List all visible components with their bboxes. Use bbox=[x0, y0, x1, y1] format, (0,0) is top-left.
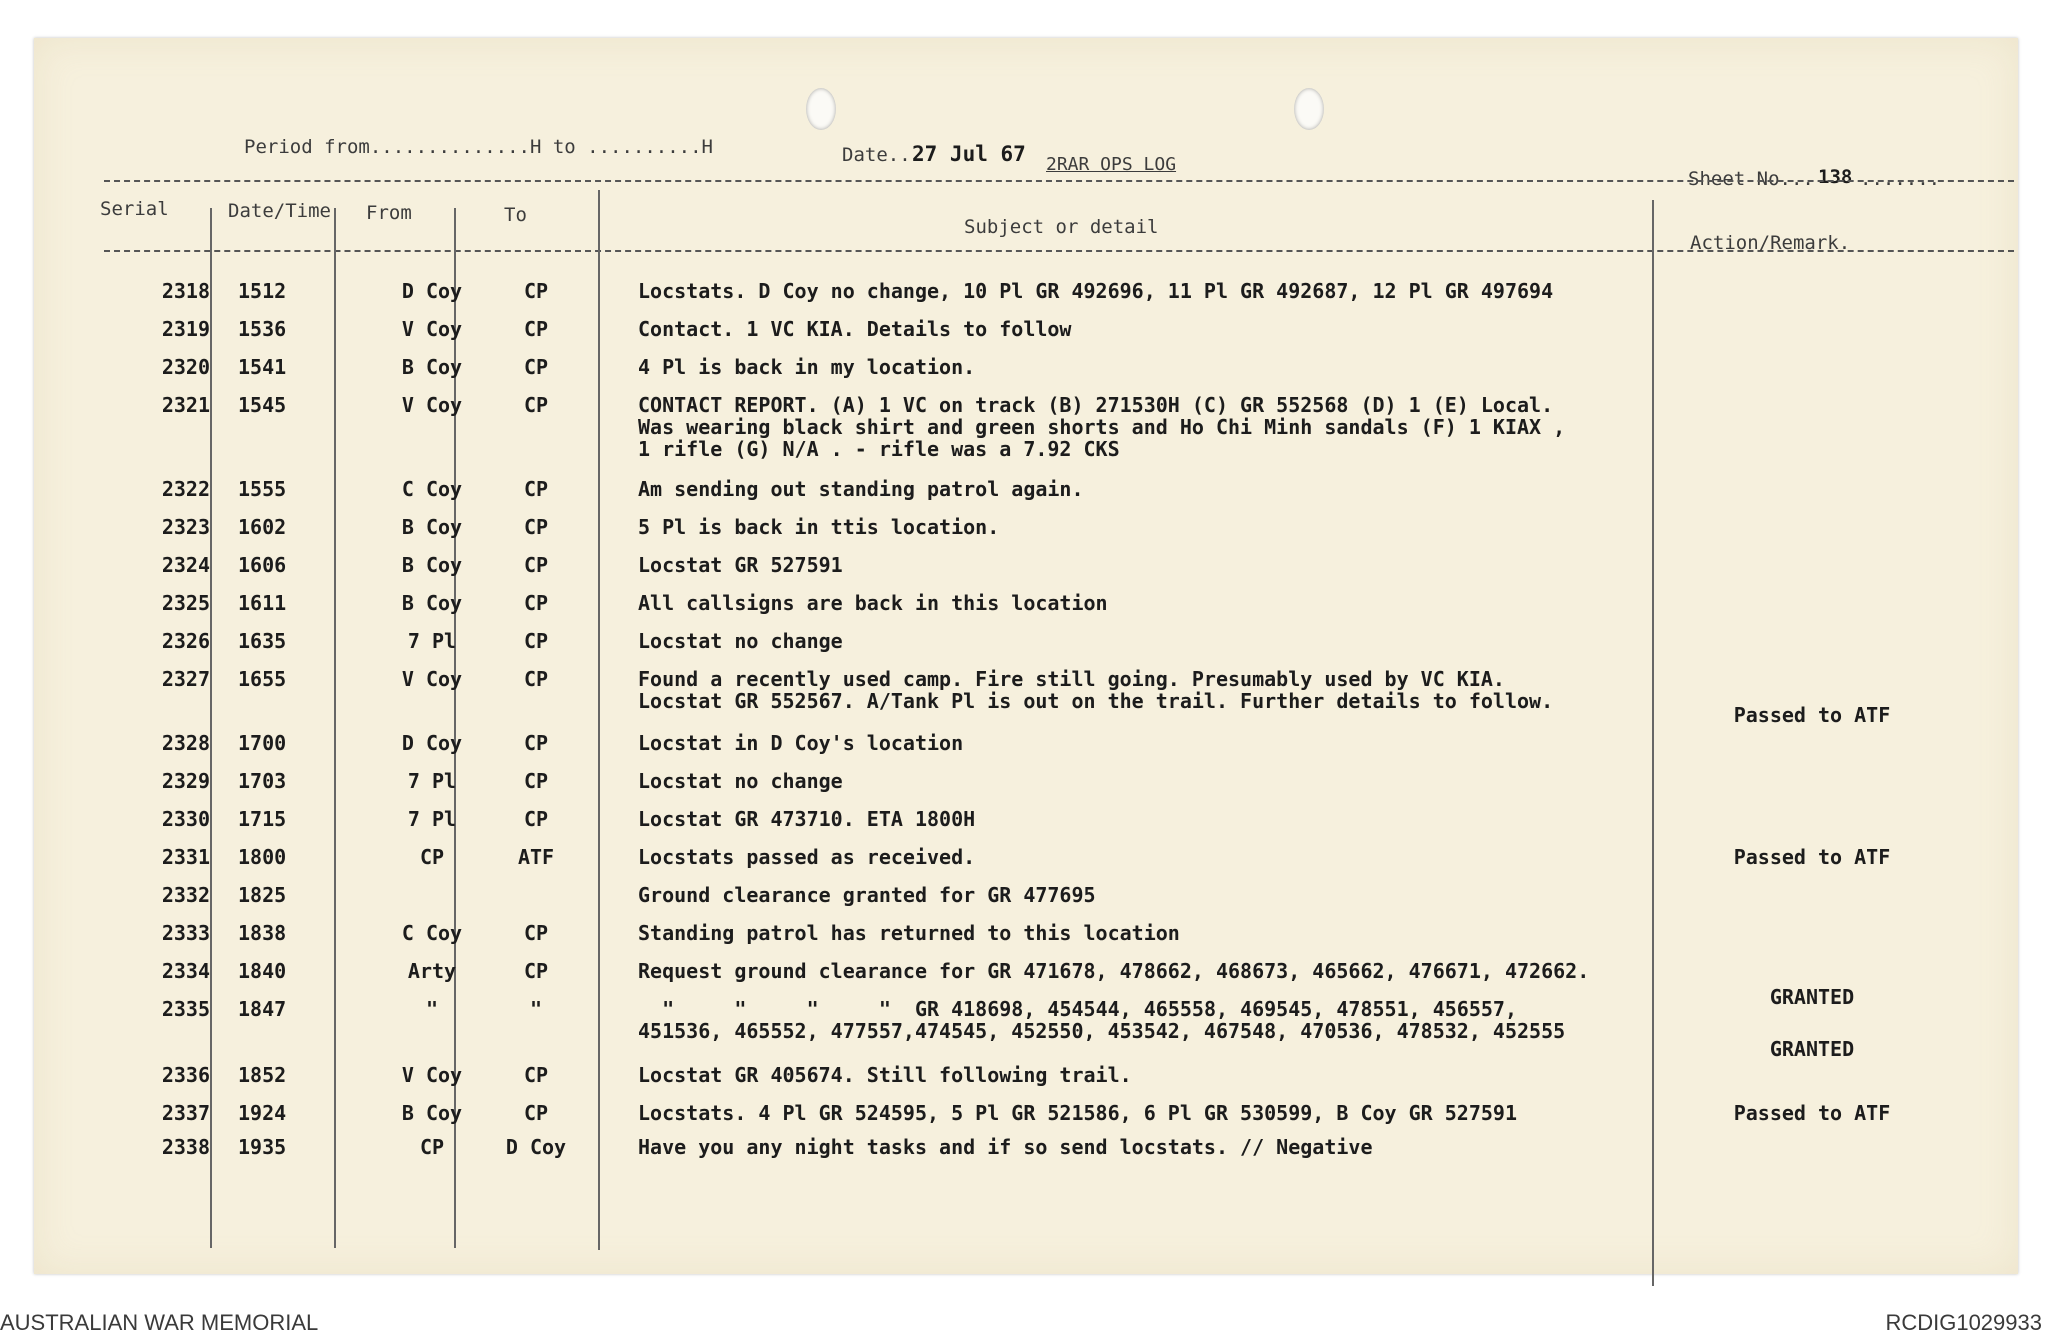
entry-detail: Locstat GR 527591 bbox=[638, 553, 843, 577]
entry-serial: 2326 bbox=[161, 629, 210, 653]
entry-time: 1703 bbox=[238, 769, 287, 793]
period-field: Period from..............H to ..........H bbox=[244, 136, 713, 158]
entry-action: Passed to ATF bbox=[1733, 845, 1891, 869]
entry-time: 1700 bbox=[238, 731, 287, 755]
entry-detail: Locstat no change bbox=[638, 629, 843, 653]
entry-from: 7 Pl bbox=[407, 629, 457, 653]
entry-detail: Locstats passed as received. bbox=[638, 845, 976, 869]
entry-time: 1611 bbox=[238, 591, 287, 615]
entry-detail: Request ground clearance for GR 471678, 478662, 468673, 465662, 476671, 472662. bbox=[638, 959, 1590, 983]
entry-from: B Coy bbox=[401, 591, 463, 615]
entry-serial: 2320 bbox=[161, 355, 210, 379]
footer-catalogue-id: RCDIG1029933 bbox=[1885, 1310, 2042, 1335]
entry-time: 1800 bbox=[238, 845, 287, 869]
entry-from: B Coy bbox=[401, 515, 463, 539]
entry-detail: Ground clearance granted for GR 477695 bbox=[638, 883, 1096, 907]
entry-serial: 2335 bbox=[161, 997, 210, 1021]
entry-time: 1847 bbox=[238, 997, 287, 1021]
entry-to: CP bbox=[523, 393, 549, 417]
col-serial-header: Serial bbox=[100, 198, 169, 220]
entry-to: CP bbox=[523, 355, 549, 379]
entry-detail: 5 Pl is back in ttis location. bbox=[638, 515, 1000, 539]
footer-source: AUSTRALIAN WAR MEMORIAL bbox=[0, 1310, 319, 1335]
entry-detail: Standing patrol has returned to this location bbox=[638, 921, 1180, 945]
col-datetime-header: Date/Time bbox=[228, 200, 331, 222]
col-to-header: To bbox=[504, 204, 527, 226]
entry-from: 7 Pl bbox=[407, 769, 457, 793]
entry-time: 1852 bbox=[238, 1063, 287, 1087]
entry-serial: 2319 bbox=[161, 317, 210, 341]
entry-time: 1541 bbox=[238, 355, 287, 379]
entry-time: 1606 bbox=[238, 553, 287, 577]
entry-serial: 2336 bbox=[161, 1063, 210, 1087]
col-from-header: From bbox=[366, 202, 412, 224]
punch-hole bbox=[806, 88, 836, 130]
entry-from: V Coy bbox=[401, 667, 463, 691]
entry-serial: 2325 bbox=[161, 591, 210, 615]
entry-to: " bbox=[529, 997, 543, 1021]
entry-from: C Coy bbox=[401, 477, 463, 501]
entry-time: 1635 bbox=[238, 629, 287, 653]
col-action-header: Action/Remark. bbox=[1690, 232, 1851, 254]
date-label: Date.. bbox=[842, 144, 911, 166]
entry-to: CP bbox=[523, 807, 549, 831]
log-title: 2RAR OPS LOG bbox=[1046, 154, 1177, 175]
entry-from: B Coy bbox=[401, 355, 463, 379]
entry-from: D Coy bbox=[401, 731, 463, 755]
entry-to: CP bbox=[523, 553, 549, 577]
entry-to: CP bbox=[523, 1063, 549, 1087]
entry-to: CP bbox=[523, 1101, 549, 1125]
entry-to: CP bbox=[523, 629, 549, 653]
entry-time: 1825 bbox=[238, 883, 287, 907]
entry-serial: 2322 bbox=[161, 477, 210, 501]
date-value: 27 Jul 67 bbox=[912, 142, 1026, 166]
entry-time: 1602 bbox=[238, 515, 287, 539]
punch-hole bbox=[1294, 88, 1324, 130]
col-subject-header: Subject or detail bbox=[964, 216, 1159, 238]
entry-serial: 2328 bbox=[161, 731, 210, 755]
entry-to: CP bbox=[523, 959, 549, 983]
entry-from: V Coy bbox=[401, 1063, 463, 1087]
entry-serial: 2329 bbox=[161, 769, 210, 793]
entry-from: D Coy bbox=[401, 279, 463, 303]
entry-time: 1935 bbox=[238, 1135, 287, 1159]
entry-serial: 2334 bbox=[161, 959, 210, 983]
entry-detail: CONTACT REPORT. (A) 1 VC on track (B) 271530H (C) GR 552568 (D) 1 (E) Local. Was wearing black shirt and green shorts and Ho Chi Minh sandals (F) 1 KIAX , 1 rifle (G) N/A . - rifle was a 7.92 CKS bbox=[638, 393, 1566, 461]
entry-from: 7 Pl bbox=[407, 807, 457, 831]
entry-serial: 2332 bbox=[161, 883, 210, 907]
sheet-number: 138 bbox=[1818, 166, 1853, 188]
entry-detail: Have you any night tasks and if so send locstats. // Negative bbox=[638, 1135, 1373, 1159]
entry-time: 1924 bbox=[238, 1101, 287, 1125]
entry-from: V Coy bbox=[401, 393, 463, 417]
entry-time: 1545 bbox=[238, 393, 287, 417]
entry-serial: 2330 bbox=[161, 807, 210, 831]
entry-action: GRANTED bbox=[1769, 1037, 1855, 1061]
entry-detail: Locstats. D Coy no change, 10 Pl GR 492696, 11 Pl GR 492687, 12 Pl GR 497694 bbox=[638, 279, 1554, 303]
entry-detail: Locstat GR 473710. ETA 1800H bbox=[638, 807, 976, 831]
entry-from: CP bbox=[419, 845, 445, 869]
entry-detail: Contact. 1 VC KIA. Details to follow bbox=[638, 317, 1072, 341]
entry-to: CP bbox=[523, 667, 549, 691]
entry-detail: Locstat no change bbox=[638, 769, 843, 793]
entry-action: Passed to ATF bbox=[1733, 1101, 1891, 1125]
entry-serial: 2327 bbox=[161, 667, 210, 691]
entry-to: D Coy bbox=[505, 1135, 567, 1159]
entry-to: CP bbox=[523, 591, 549, 615]
entry-to: CP bbox=[523, 921, 549, 945]
entry-from: B Coy bbox=[401, 1101, 463, 1125]
entry-serial: 2337 bbox=[161, 1101, 210, 1125]
entry-to: CP bbox=[523, 477, 549, 501]
entry-time: 1555 bbox=[238, 477, 287, 501]
entry-detail: " " " " GR 418698, 454544, 465558, 469545, 478551, 456557, 451536, 465552, 477557,474545, 452550, 453542, 467548, 470536, 478532, 452555 bbox=[638, 997, 1566, 1043]
entry-to: CP bbox=[523, 279, 549, 303]
entry-action: GRANTED bbox=[1769, 985, 1855, 1009]
entry-serial: 2323 bbox=[161, 515, 210, 539]
sheet-label: Sheet No... bbox=[1688, 168, 1814, 190]
log-entry bbox=[34, 1136, 2018, 1312]
entry-action: Passed to ATF bbox=[1733, 703, 1891, 727]
entry-detail: Found a recently used camp. Fire still going. Presumably used by VC KIA. Locstat GR 552567. A/Tank Pl is out on the trail. Further details to follow. bbox=[638, 667, 1554, 713]
entry-to: CP bbox=[523, 769, 549, 793]
entry-time: 1655 bbox=[238, 667, 287, 691]
entry-to: CP bbox=[523, 317, 549, 341]
entry-serial: 2318 bbox=[161, 279, 210, 303]
entry-from: Arty bbox=[407, 959, 457, 983]
sheet-dots: ....... bbox=[1860, 168, 1941, 190]
entry-time: 1715 bbox=[238, 807, 287, 831]
entry-to: ATF bbox=[517, 845, 555, 869]
entry-detail: All callsigns are back in this location bbox=[638, 591, 1108, 615]
entry-detail: 4 Pl is back in my location. bbox=[638, 355, 976, 379]
entry-to: CP bbox=[523, 731, 549, 755]
header-rule-top bbox=[104, 180, 2014, 182]
entry-from: " bbox=[425, 997, 439, 1021]
entry-from: CP bbox=[419, 1135, 445, 1159]
entry-detail: Locstat in D Coy's location bbox=[638, 731, 964, 755]
entry-detail: Locstat GR 405674. Still following trail. bbox=[638, 1063, 1132, 1087]
entry-from: C Coy bbox=[401, 921, 463, 945]
entry-from: V Coy bbox=[401, 317, 463, 341]
entry-serial: 2321 bbox=[161, 393, 210, 417]
entry-from: B Coy bbox=[401, 553, 463, 577]
entry-time: 1840 bbox=[238, 959, 287, 983]
entry-to: CP bbox=[523, 515, 549, 539]
entry-time: 1838 bbox=[238, 921, 287, 945]
entry-detail: Locstats. 4 Pl GR 524595, 5 Pl GR 521586, 6 Pl GR 530599, B Coy GR 527591 bbox=[638, 1101, 1517, 1125]
entry-serial: 2338 bbox=[161, 1135, 210, 1159]
entry-time: 1512 bbox=[238, 279, 287, 303]
entry-detail: Am sending out standing patrol again. bbox=[638, 477, 1084, 501]
entry-serial: 2333 bbox=[161, 921, 210, 945]
entry-time: 1536 bbox=[238, 317, 287, 341]
entry-serial: 2331 bbox=[161, 845, 210, 869]
entry-serial: 2324 bbox=[161, 553, 210, 577]
log-sheet bbox=[34, 38, 2018, 1274]
